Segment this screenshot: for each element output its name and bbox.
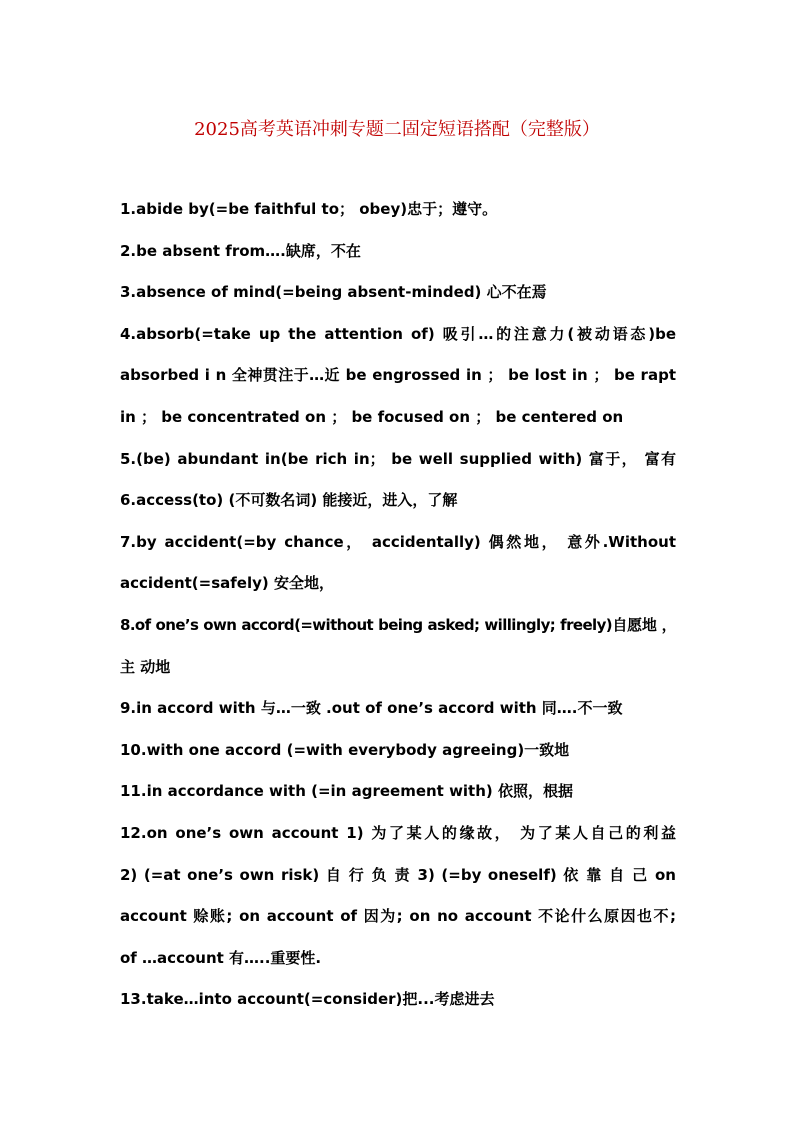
phrase-line-9: 9.in accord with 与…一致 .out of one’s accord with 同….不一致 [120,699,623,718]
phrase-line-11: 11.in accordance with (=in agreement with) 依照，根据 [120,782,573,801]
phrase-line-13: 13.take…into account(=consider)把...考虑进去 [120,990,495,1009]
phrase-line-12-cont-2: account 赊账; on account of 因为; on no account 不论什么原因也不; [120,907,676,926]
phrase-line-12-cont-1: 2) (=at one’s own risk) 自 行 负 责 3) (=by oneself) 依 靠 自 己 on [120,865,676,884]
phrase-line-8: 8.of one’s own accord(=without being asked; willingly; freely)自愿地 ， [120,615,676,634]
phrase-line-1: 1.abide by(=be faithful to； obey)忠于；遵守。 [120,200,498,218]
document-title: 2025高考英语冲刺专题二固定短语搭配（完整版） [194,119,600,140]
phrase-line-7: 7.by accident(=by chance， accidentally) 偶然地， 意外.Without [120,532,676,551]
phrase-line-12: 12.on one’s own account 1) 为了某人的缘故， 为了某人自己的利益 [120,823,676,842]
phrase-line-10: 10.with one accord (=with everybody agreeing)一致地 [120,740,570,759]
phrase-line-5: 5.(be) abundant in(be rich in； be well supplied with) 富于， 富有 [120,449,676,468]
document-body [120,189,676,1021]
phrase-line-6: 6.access(to) (不可数名词) 能接近，进入，了解 [120,491,458,510]
phrase-line-3: 3.absence of mind(=being absent-minded) 心不在焉 [120,283,547,302]
phrase-line-4-cont-1: absorbed i n 全神贯注于…近 be engrossed in ； be lost in ； be rapt [120,366,676,385]
phrase-line-12-cont-3: of …account 有…..重要性. [120,948,322,967]
phrase-line-4-cont-2: in ； be concentrated on ； be focused on ； be centered on [120,407,624,426]
phrase-line-4: 4.absorb(=take up the attention of) 吸引…的注意力(被动语态)be [120,324,676,343]
phrase-line-2: 2.be absent from….缺席，不在 [120,241,361,260]
phrase-line-7-cont: accident(=safely) 安全地， [120,574,334,593]
phrase-line-8-cont: 主 动地 [120,657,171,676]
